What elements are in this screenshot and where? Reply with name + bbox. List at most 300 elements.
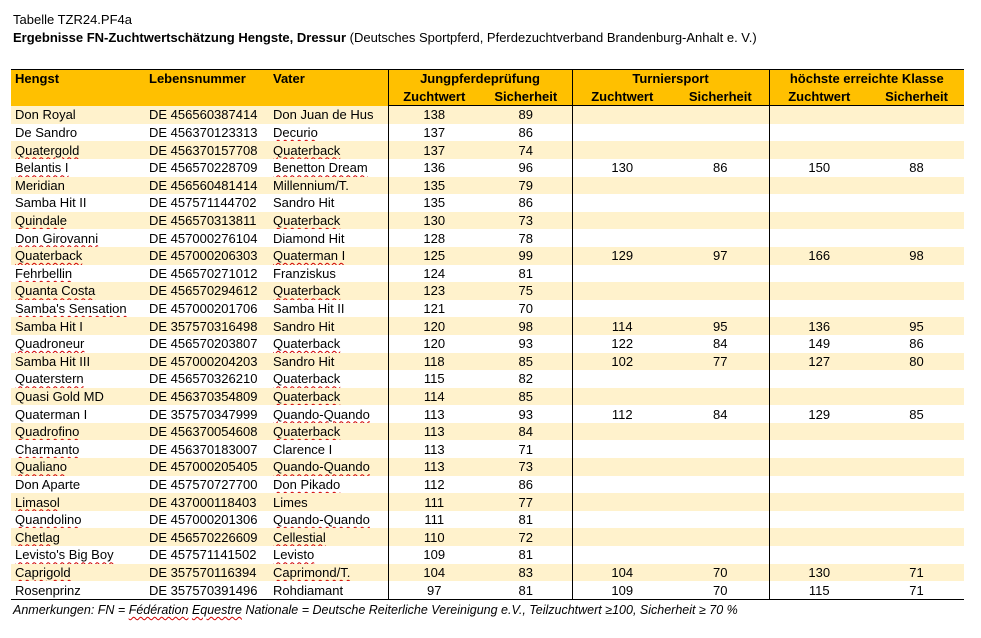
h-zuchtwert-cell: [769, 124, 869, 142]
vater-cell: [269, 546, 388, 564]
j-sicherheit-cell: [480, 440, 572, 458]
j-zuchtwert-cell: [388, 141, 480, 159]
vater-cell-text: Caprimond/T.: [273, 564, 351, 580]
hengst-cell: [11, 282, 145, 300]
j-sicherheit-cell-text: 89: [518, 107, 533, 123]
table-row: [11, 229, 964, 247]
t-sicherheit-cell: [672, 476, 769, 494]
note-rest: Nationale = Deutsche Reiterliche Vereinigung e.V., Teilzuchtwert ≥100, Sicherheit ≥ 70 %: [241, 603, 738, 617]
t-zuchtwert-cell: [572, 282, 672, 300]
t-sicherheit-cell-text: 97: [713, 248, 728, 264]
h-sicherheit-cell: [869, 265, 964, 283]
t-zuchtwert-cell: [572, 106, 672, 124]
lebensnummer-cell-text: DE 456560481414: [149, 177, 258, 193]
h-sicherheit-cell: [869, 353, 964, 371]
hengst-cell: [11, 300, 145, 318]
hengst-cell: [11, 177, 145, 195]
hengst-cell: [11, 265, 145, 283]
table-caption: Tabelle TZR24.PF4a: [13, 12, 132, 27]
h-sicherheit-cell: [869, 423, 964, 441]
t-sicherheit-cell: [672, 177, 769, 195]
hengst-cell: [11, 528, 145, 546]
table-row: [11, 335, 964, 353]
t-zuchtwert-cell-text: 102: [611, 353, 634, 369]
h-zuchtwert-cell: [769, 282, 869, 300]
table-row: [11, 388, 964, 406]
hengst-cell: [11, 458, 145, 476]
table-row: [11, 564, 964, 582]
vater-cell: [269, 476, 388, 494]
h-sicherheit-cell: [869, 141, 964, 159]
j-sicherheit-cell: [480, 353, 572, 371]
vater-cell-text: Quando-Quando: [273, 512, 370, 528]
table-row: [11, 546, 964, 564]
vater-cell: [269, 300, 388, 318]
vater-cell: [269, 229, 388, 247]
t-sicherheit-cell: [672, 423, 769, 441]
j-zuchtwert-cell: [388, 106, 480, 124]
vater-cell-text: Benetton Dream: [273, 160, 368, 176]
lebensnummer-cell: [145, 317, 269, 335]
vater-cell: [269, 159, 388, 177]
table-row: [11, 106, 964, 124]
j-zuchtwert-cell-text: 135: [423, 177, 446, 193]
t-sicherheit-cell: [672, 370, 769, 388]
j-sicherheit-cell: [480, 335, 572, 353]
lebensnummer-cell: [145, 405, 269, 423]
header-hoechste-klasse: höchste erreichte Klasse: [769, 70, 964, 88]
header-h-zuchtwert: Zuchtwert: [769, 88, 869, 106]
vater-cell: [269, 528, 388, 546]
h-sicherheit-cell: [869, 317, 964, 335]
vater-cell: [269, 493, 388, 511]
j-zuchtwert-cell-text: 111: [424, 494, 445, 510]
lebensnummer-cell-text: DE 457000206303: [149, 248, 258, 264]
vater-cell-text: Quaterback: [273, 424, 341, 440]
j-zuchtwert-cell-text: 104: [423, 564, 446, 580]
t-sicherheit-cell-text: 84: [713, 336, 728, 352]
lebensnummer-cell-text: DE 456570326210: [149, 371, 258, 387]
j-sicherheit-cell: [480, 581, 572, 599]
j-sicherheit-cell: [480, 229, 572, 247]
t-sicherheit-cell: [672, 458, 769, 476]
t-sicherheit-cell-text: 95: [713, 318, 728, 334]
j-zuchtwert-cell-text: 120: [423, 318, 446, 334]
j-sicherheit-cell-text: 78: [518, 230, 533, 246]
hengst-cell-text: Samba Hit III: [15, 353, 91, 369]
j-sicherheit-cell-text: 75: [518, 283, 533, 299]
hengst-cell-text: Chetlag: [15, 529, 60, 545]
lebensnummer-cell: [145, 124, 269, 142]
t-sicherheit-cell: [672, 493, 769, 511]
t-zuchtwert-cell: [572, 405, 672, 423]
t-sicherheit-cell: [672, 124, 769, 142]
vater-cell-text: Franziskus: [273, 265, 336, 281]
j-zuchtwert-cell-text: 121: [423, 301, 446, 317]
t-zuchtwert-cell: [572, 546, 672, 564]
table-row: [11, 212, 964, 230]
h-sicherheit-cell: [869, 564, 964, 582]
t-sicherheit-cell: [672, 106, 769, 124]
h-zuchtwert-cell-text: 115: [808, 582, 830, 598]
t-zuchtwert-cell: [572, 335, 672, 353]
j-zuchtwert-cell-text: 136: [423, 160, 446, 176]
t-zuchtwert-cell-text: 112: [611, 406, 633, 422]
j-zuchtwert-cell-text: 130: [423, 213, 446, 229]
hengst-cell: [11, 212, 145, 230]
hengst-cell-text: Fehrbellin: [15, 265, 73, 281]
header-lebensnummer: Lebensnummer: [145, 70, 269, 106]
j-sicherheit-cell-text: 81: [518, 512, 533, 528]
hengst-cell-text: Charmanto: [15, 441, 80, 457]
h-sicherheit-cell: [869, 335, 964, 353]
h-sicherheit-cell: [869, 247, 964, 265]
hengst-cell-text: Caprigold: [15, 564, 71, 580]
t-zuchtwert-cell-text: 104: [611, 564, 634, 580]
table-row: [11, 370, 964, 388]
hengst-cell: [11, 317, 145, 335]
vater-cell-text: Quando-Quando: [273, 459, 370, 475]
vater-cell-text: Levisto: [273, 547, 315, 563]
lebensnummer-cell-text: DE 456570203807: [149, 336, 258, 352]
t-zuchtwert-cell: [572, 353, 672, 371]
lebensnummer-cell: [145, 212, 269, 230]
h-zuchtwert-cell: [769, 388, 869, 406]
j-sicherheit-cell: [480, 388, 572, 406]
j-sicherheit-cell: [480, 317, 572, 335]
hengst-cell-text: Samba Hit I: [15, 318, 83, 334]
lebensnummer-cell: [145, 335, 269, 353]
j-sicherheit-cell: [480, 564, 572, 582]
hengst-cell-text: Samba's Sensation: [15, 301, 127, 317]
header-vater: Vater: [269, 70, 388, 106]
h-zuchtwert-cell: [769, 159, 869, 177]
table-row: [11, 493, 964, 511]
h-sicherheit-cell: [869, 212, 964, 230]
j-sicherheit-cell-text: 93: [518, 336, 533, 352]
t-sicherheit-cell-text: 86: [713, 160, 728, 176]
j-sicherheit-cell: [480, 194, 572, 212]
h-zuchtwert-cell: [769, 528, 869, 546]
h-sicherheit-cell: [869, 300, 964, 318]
t-sicherheit-cell: [672, 405, 769, 423]
t-sicherheit-cell: [672, 141, 769, 159]
lebensnummer-cell: [145, 581, 269, 599]
lebensnummer-cell-text: DE 437000118403: [149, 494, 257, 510]
h-sicherheit-cell: [869, 388, 964, 406]
vater-cell: [269, 388, 388, 406]
j-sicherheit-cell: [480, 265, 572, 283]
j-zuchtwert-cell: [388, 564, 480, 582]
j-zuchtwert-cell: [388, 528, 480, 546]
header-turniersport: Turniersport: [572, 70, 769, 88]
lebensnummer-cell-text: DE 456570271012: [149, 265, 258, 281]
j-zuchtwert-cell: [388, 440, 480, 458]
h-sicherheit-cell: [869, 106, 964, 124]
j-zuchtwert-cell-text: 113: [423, 406, 445, 422]
j-zuchtwert-cell-text: 124: [423, 265, 446, 281]
j-sicherheit-cell: [480, 476, 572, 494]
footnote: [13, 603, 738, 617]
vater-cell-text: Quando-Quando: [273, 406, 370, 422]
j-zuchtwert-cell: [388, 300, 480, 318]
j-sicherheit-cell-text: 85: [518, 388, 533, 404]
h-sicherheit-cell: [869, 493, 964, 511]
t-zuchtwert-cell: [572, 265, 672, 283]
h-sicherheit-cell: [869, 229, 964, 247]
t-zuchtwert-cell-text: 122: [611, 336, 634, 352]
t-zuchtwert-cell: [572, 370, 672, 388]
vater-cell-text: Quaterback: [273, 336, 341, 352]
h-zuchtwert-cell-text: 166: [808, 248, 831, 264]
j-zuchtwert-cell: [388, 282, 480, 300]
j-sicherheit-cell-text: 82: [518, 371, 533, 387]
h-zuchtwert-cell: [769, 229, 869, 247]
j-sicherheit-cell: [480, 370, 572, 388]
t-sicherheit-cell: [672, 247, 769, 265]
j-zuchtwert-cell-text: 135: [423, 195, 446, 211]
h-zuchtwert-cell: [769, 247, 869, 265]
t-zuchtwert-cell: [572, 300, 672, 318]
t-zuchtwert-cell: [572, 458, 672, 476]
j-zuchtwert-cell: [388, 247, 480, 265]
table-row: [11, 528, 964, 546]
h-zuchtwert-cell: [769, 423, 869, 441]
h-sicherheit-cell: [869, 282, 964, 300]
hengst-cell: [11, 353, 145, 371]
h-zuchtwert-cell: [769, 335, 869, 353]
t-zuchtwert-cell: [572, 511, 672, 529]
t-zuchtwert-cell: [572, 247, 672, 265]
j-zuchtwert-cell: [388, 229, 480, 247]
lebensnummer-cell-text: DE 457000276104: [149, 230, 258, 246]
h-sicherheit-cell: [869, 546, 964, 564]
h-zuchtwert-cell-text: 150: [808, 160, 831, 176]
t-sicherheit-cell: [672, 564, 769, 582]
h-zuchtwert-cell: [769, 440, 869, 458]
vater-cell-text: Sandro Hit: [273, 353, 335, 369]
j-zuchtwert-cell: [388, 124, 480, 142]
lebensnummer-cell-text: DE 457000205405: [149, 459, 258, 475]
lebensnummer-cell: [145, 247, 269, 265]
t-sicherheit-cell: [672, 194, 769, 212]
hengst-cell: [11, 247, 145, 265]
j-zuchtwert-cell: [388, 194, 480, 212]
vater-cell-text: Quaterback: [273, 371, 341, 387]
lebensnummer-cell-text: DE 457571141502: [149, 547, 257, 563]
h-zuchtwert-cell: [769, 353, 869, 371]
j-sicherheit-cell: [480, 247, 572, 265]
h-zuchtwert-cell: [769, 458, 869, 476]
h-zuchtwert-cell: [769, 493, 869, 511]
hengst-cell-text: Samba Hit II: [15, 195, 87, 211]
j-sicherheit-cell-text: 77: [518, 494, 533, 510]
j-sicherheit-cell-text: 84: [518, 424, 533, 440]
vater-cell-text: Don Pikado: [273, 476, 341, 492]
vater-cell: [269, 124, 388, 142]
lebensnummer-cell-text: DE 456370183007: [149, 441, 258, 457]
vater-cell-text: Quaterback: [273, 213, 341, 229]
lebensnummer-cell: [145, 370, 269, 388]
j-sicherheit-cell: [480, 423, 572, 441]
hengst-cell-text: Quaterman I: [15, 406, 88, 422]
lebensnummer-cell: [145, 546, 269, 564]
lebensnummer-cell: [145, 440, 269, 458]
j-sicherheit-cell-text: 73: [518, 213, 533, 229]
j-sicherheit-cell-text: 86: [518, 195, 533, 211]
t-zuchtwert-cell: [572, 159, 672, 177]
lebensnummer-cell-text: DE 357570391496: [149, 582, 258, 598]
j-zuchtwert-cell-text: 114: [423, 388, 445, 404]
t-zuchtwert-cell-text: 109: [611, 582, 634, 598]
vater-cell-text: Quaterman I: [273, 248, 346, 264]
t-zuchtwert-cell: [572, 493, 672, 511]
j-zuchtwert-cell: [388, 388, 480, 406]
hengst-cell-text: Belantis I: [15, 160, 69, 176]
j-zuchtwert-cell-text: 137: [423, 125, 446, 141]
lebensnummer-cell: [145, 194, 269, 212]
lebensnummer-cell-text: DE 456570228709: [149, 160, 258, 176]
hengst-cell: [11, 141, 145, 159]
h-sicherheit-cell: [869, 511, 964, 529]
hengst-cell-text: Quadroneur: [15, 336, 85, 352]
h-zuchtwert-cell: [769, 564, 869, 582]
hengst-cell-text: De Sandro: [15, 125, 78, 141]
vater-cell-text: Cellestial: [273, 529, 326, 545]
header-hengst: Hengst: [11, 70, 145, 106]
vater-cell-text: Sandro Hit: [273, 318, 335, 334]
t-zuchtwert-cell: [572, 528, 672, 546]
hengst-cell-text: Rosenprinz: [15, 582, 81, 598]
t-zuchtwert-cell: [572, 388, 672, 406]
lebensnummer-cell-text: DE 457571144702: [149, 195, 257, 211]
j-sicherheit-cell-text: 79: [518, 177, 533, 193]
table-row: [11, 282, 964, 300]
j-zuchtwert-cell: [388, 581, 480, 599]
j-sicherheit-cell-text: 81: [518, 265, 533, 281]
vater-cell: [269, 194, 388, 212]
lebensnummer-cell-text: DE 457570727700: [149, 476, 258, 492]
j-zuchtwert-cell-text: 137: [423, 142, 446, 158]
h-zuchtwert-cell: [769, 141, 869, 159]
table-body: [11, 106, 964, 600]
j-zuchtwert-cell-text: 97: [427, 582, 442, 598]
lebensnummer-cell-text: DE 357570116394: [149, 564, 257, 580]
lebensnummer-cell: [145, 528, 269, 546]
j-zuchtwert-cell: [388, 458, 480, 476]
j-zuchtwert-cell: [388, 265, 480, 283]
j-zuchtwert-cell-text: 118: [423, 353, 445, 369]
h-zuchtwert-cell: [769, 405, 869, 423]
j-sicherheit-cell: [480, 141, 572, 159]
vater-cell: [269, 282, 388, 300]
vater-cell-text: Decurio: [273, 125, 318, 141]
h-zuchtwert-cell: [769, 546, 869, 564]
h-zuchtwert-cell: [769, 370, 869, 388]
h-sicherheit-cell: [869, 581, 964, 599]
table-row: [11, 177, 964, 195]
t-sicherheit-cell: [672, 300, 769, 318]
h-sicherheit-cell: [869, 177, 964, 195]
h-sicherheit-cell-text: 86: [909, 336, 924, 352]
hengst-cell: [11, 335, 145, 353]
j-sicherheit-cell: [480, 106, 572, 124]
table-row: [11, 458, 964, 476]
hengst-cell-text: Quaterstern: [15, 371, 84, 387]
j-sicherheit-cell: [480, 528, 572, 546]
h-sicherheit-cell-text: 80: [909, 353, 924, 369]
j-sicherheit-cell-text: 70: [518, 301, 533, 317]
hengst-cell: [11, 370, 145, 388]
h-sicherheit-cell: [869, 159, 964, 177]
hengst-cell-text: Quadrofino: [15, 424, 80, 440]
table-row: [11, 194, 964, 212]
j-sicherheit-cell: [480, 458, 572, 476]
j-sicherheit-cell-text: 93: [518, 406, 533, 422]
j-zuchtwert-cell: [388, 212, 480, 230]
vater-cell-text: Diamond Hit: [273, 230, 345, 246]
vater-cell: [269, 141, 388, 159]
t-zuchtwert-cell-text: 130: [611, 160, 634, 176]
lebensnummer-cell-text: DE 456570313811: [149, 213, 257, 229]
h-sicherheit-cell: [869, 440, 964, 458]
j-zuchtwert-cell: [388, 370, 480, 388]
j-zuchtwert-cell-text: 123: [423, 283, 446, 299]
h-sicherheit-cell-text: 71: [909, 582, 924, 598]
h-sicherheit-cell: [869, 476, 964, 494]
t-sicherheit-cell-text: 84: [713, 406, 728, 422]
lebensnummer-cell: [145, 265, 269, 283]
lebensnummer-cell-text: DE 357570347999: [149, 406, 258, 422]
hengst-cell: [11, 194, 145, 212]
t-sicherheit-cell: [672, 282, 769, 300]
t-zuchtwert-cell-text: 114: [611, 318, 633, 334]
vater-cell-text: Clarence I: [273, 441, 333, 457]
t-zuchtwert-cell: [572, 564, 672, 582]
h-sicherheit-cell: [869, 528, 964, 546]
j-zuchtwert-cell: [388, 405, 480, 423]
vater-cell-text: Sandro Hit: [273, 195, 335, 211]
j-zuchtwert-cell-text: 125: [423, 248, 446, 264]
vater-cell-text: Don Juan de Hus: [273, 107, 374, 123]
lebensnummer-cell: [145, 300, 269, 318]
j-zuchtwert-cell-text: 111: [424, 512, 445, 528]
h-zuchtwert-cell-text: 149: [808, 336, 831, 352]
table-title: [13, 30, 757, 46]
vater-cell: [269, 265, 388, 283]
lebensnummer-cell: [145, 493, 269, 511]
h-zuchtwert-cell-text: 129: [808, 406, 831, 422]
lebensnummer-cell: [145, 458, 269, 476]
lebensnummer-cell: [145, 229, 269, 247]
header-t-sicherheit: Sicherheit: [672, 88, 769, 106]
vater-cell-text: Samba Hit II: [273, 301, 345, 317]
j-sicherheit-cell-text: 71: [518, 441, 533, 457]
h-zuchtwert-cell: [769, 300, 869, 318]
h-zuchtwert-cell-text: 130: [808, 564, 831, 580]
hengst-cell-text: Don Girovanni: [15, 230, 99, 246]
j-sicherheit-cell-text: 98: [518, 318, 533, 334]
table-row: [11, 159, 964, 177]
vater-cell: [269, 212, 388, 230]
lebensnummer-cell: [145, 476, 269, 494]
vater-cell: [269, 317, 388, 335]
t-sicherheit-cell: [672, 388, 769, 406]
lebensnummer-cell-text: DE 456370054608: [149, 424, 258, 440]
t-sicherheit-cell: [672, 528, 769, 546]
j-sicherheit-cell: [480, 546, 572, 564]
header-j-zuchtwert: Zuchtwert: [388, 88, 480, 106]
